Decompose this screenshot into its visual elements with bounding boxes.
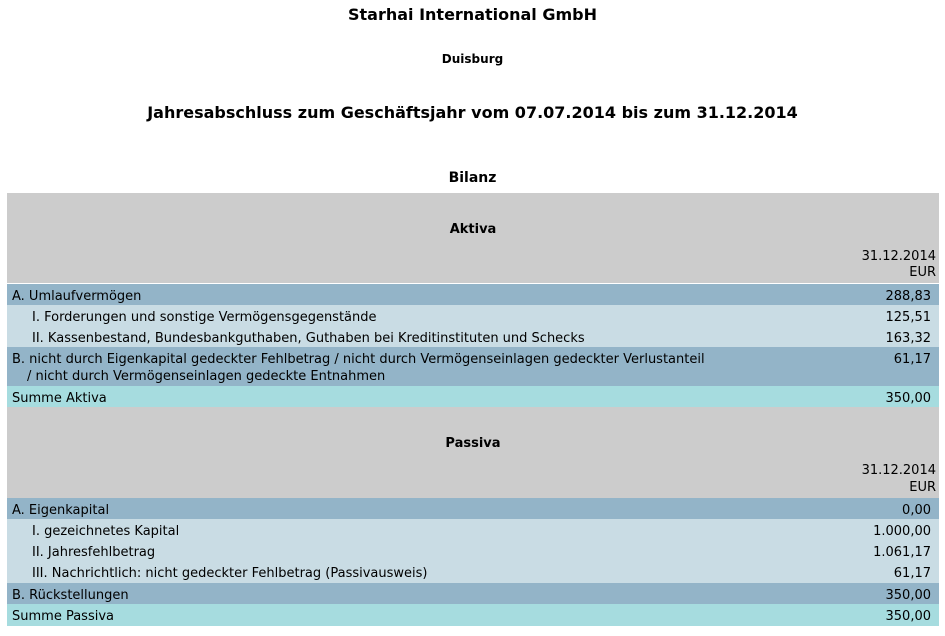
aktiva-row-forderungen	[7, 305, 939, 326]
row-label-line1: B. nicht durch Eigenkapital gedeckter Fehlbetrag / nicht durch Vermögenseinlagen gedeckter Verlustanteil	[12, 352, 705, 367]
row-value: 288,83	[885, 289, 931, 304]
row-value: 125,51	[885, 310, 931, 325]
company-name: Starhai International GmbH	[347, 5, 598, 24]
aktiva-header	[7, 193, 939, 283]
statement-title: Bilanz	[448, 170, 497, 186]
passiva-row-jahresfehlbetrag	[7, 540, 939, 561]
row-label: Summe Passiva	[12, 609, 114, 624]
row-label: A. Umlaufvermögen	[12, 289, 142, 304]
aktiva-currency: EUR	[909, 265, 936, 280]
row-label: I. Forderungen und sonstige Vermögensgegenstände	[32, 310, 377, 325]
company-city: Duisburg	[441, 52, 504, 66]
row-label: I. gezeichnetes Kapital	[32, 524, 180, 539]
row-label: II. Jahresfehlbetrag	[32, 545, 156, 560]
row-value: 350,00	[885, 609, 931, 624]
passiva-title: Passiva	[445, 436, 501, 451]
row-value: 350,00	[885, 588, 931, 603]
row-label: Summe Aktiva	[12, 391, 107, 406]
row-value: 163,32	[885, 331, 931, 346]
row-value: 61,17	[893, 352, 931, 367]
row-label: A. Eigenkapital	[12, 503, 110, 518]
row-label	[12, 351, 705, 385]
aktiva-row-kassenbestand	[7, 326, 939, 347]
row-label-line2: / nicht durch Vermögenseinlagen gedeckte Entnahmen	[27, 369, 386, 384]
passiva-row-eigenkapital	[7, 498, 939, 519]
passiva-row-summe	[7, 604, 939, 626]
passiva-date: 31.12.2014	[861, 463, 936, 478]
passiva-row-rueckstellungen	[7, 583, 939, 604]
fiscal-period-title: Jahresabschluss zum Geschäftsjahr vom 07.07.2014 bis zum 31.12.2014	[147, 103, 798, 122]
passiva-row-gezeichnetes-kapital	[7, 519, 939, 540]
passiva-header	[7, 407, 939, 498]
aktiva-row-fehlbetrag	[7, 347, 939, 386]
row-label: B. Rückstellungen	[12, 588, 129, 603]
row-label: III. Nachrichtlich: nicht gedeckter Fehlbetrag (Passivausweis)	[32, 566, 428, 581]
aktiva-title: Aktiva	[449, 222, 497, 237]
passiva-row-nachrichtlich	[7, 561, 939, 583]
row-value: 61,17	[893, 566, 931, 581]
row-value: 350,00	[885, 391, 931, 406]
row-label: II. Kassenbestand, Bundesbankguthaben, Guthaben bei Kreditinstituten und Schecks	[32, 331, 585, 346]
aktiva-row-umlaufvermoegen	[7, 284, 939, 305]
aktiva-date: 31.12.2014	[861, 249, 936, 264]
row-value: 0,00	[902, 503, 931, 518]
passiva-currency: EUR	[909, 480, 936, 495]
row-value: 1.061,17	[873, 545, 931, 560]
row-value: 1.000,00	[873, 524, 931, 539]
aktiva-row-summe	[7, 386, 939, 407]
